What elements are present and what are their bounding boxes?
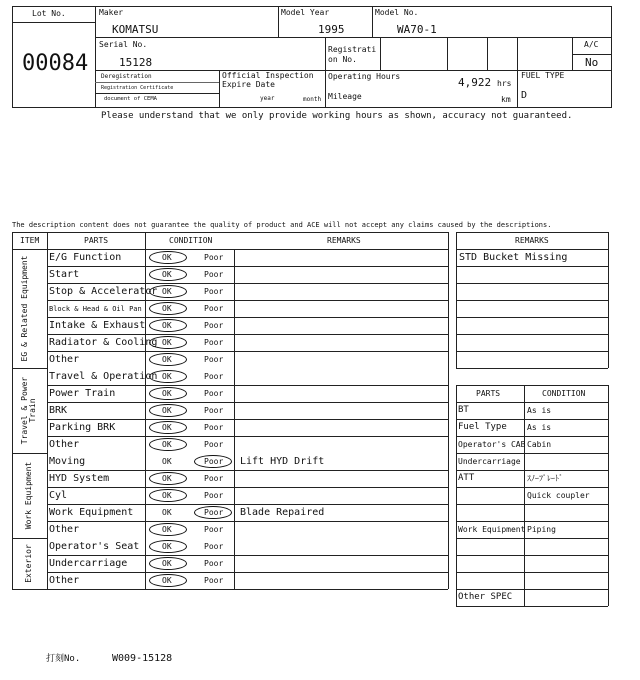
table-rule (47, 521, 448, 522)
poor-option: Poor (204, 491, 224, 500)
table-rule (456, 470, 608, 471)
ok-option: OK (162, 253, 172, 262)
group-label: Work Equipment (24, 461, 33, 530)
serial-value: 15128 (119, 56, 153, 69)
poor-option: Poor (204, 287, 224, 296)
condition-cell: As is (527, 423, 552, 432)
ok-option: OK (162, 389, 172, 398)
poor-circle-mark (194, 455, 232, 468)
remark-row: STD Bucket Missing (459, 252, 568, 263)
table-rule (47, 300, 448, 301)
table-rule (608, 232, 609, 368)
parts-header: PARTS (476, 389, 501, 398)
ok-circle-mark (149, 489, 187, 502)
ok-option: OK (162, 542, 172, 551)
ok-circle-mark (149, 557, 187, 570)
table-rule (456, 351, 608, 352)
part-name: Other (49, 575, 80, 586)
stamp-value: W009-15128 (112, 653, 173, 664)
remark-text: Lift HYD Drift (240, 456, 325, 467)
table-rule (456, 249, 608, 250)
ac-value: No (585, 56, 599, 69)
table-rule (456, 266, 608, 267)
ac-label: A/C (584, 40, 599, 49)
stamp-label: 打刻No. (46, 654, 81, 664)
poor-option: Poor (204, 270, 224, 279)
poor-option: Poor (204, 389, 224, 398)
op-hours-label: Operating Hours (328, 72, 401, 81)
table-rule (456, 487, 608, 488)
poor-option: Poor (204, 253, 224, 262)
op-hours-value: 4,922 (458, 76, 492, 89)
ok-circle-mark (149, 404, 187, 417)
table-rule (47, 283, 448, 284)
part-name: HYD System (49, 473, 110, 484)
hours-notice: Please understand that we only provide working hours as shown, accuracy not guaranteed. (101, 111, 573, 121)
table-rule (456, 317, 608, 318)
model-year-label: Model Year (281, 8, 330, 17)
ok-circle-mark (149, 523, 187, 536)
dereg-doc: document of CEMA (104, 96, 157, 102)
table-rule (456, 232, 608, 233)
table-rule (608, 385, 609, 606)
serial-label: Serial No. (99, 40, 148, 49)
table-rule (47, 351, 448, 352)
table-rule (456, 538, 608, 539)
hrs-unit: hrs (497, 79, 512, 88)
group-label: EG & Related Equipment (20, 255, 29, 362)
poor-option: Poor (204, 457, 224, 466)
fuel-type-value: D (521, 90, 528, 101)
ok-option: OK (162, 474, 172, 483)
table-rule (12, 232, 13, 589)
col-remarks-header: REMARKS (327, 236, 361, 245)
fuel-type-label: FUEL TYPE (521, 71, 565, 80)
part-name: Undercarriage (49, 558, 128, 569)
ok-option: OK (162, 508, 172, 517)
table-rule (456, 402, 608, 403)
ok-circle-mark (149, 387, 187, 400)
parts-cell: Fuel Type (458, 422, 507, 432)
table-rule (47, 317, 448, 318)
inspection-label: Official Inspection Expire Date (222, 71, 314, 89)
part-name: Stop & Accelerator (49, 286, 158, 297)
ok-circle-mark (149, 302, 187, 315)
table-rule (456, 419, 608, 420)
part-name: Other (49, 524, 80, 535)
table-rule (456, 572, 608, 573)
parts-cell: Operator's CAB (458, 440, 526, 449)
table-rule (47, 436, 448, 437)
poor-option: Poor (204, 576, 224, 585)
ok-option: OK (162, 287, 172, 296)
condition-cell: As is (527, 406, 552, 415)
table-rule (456, 589, 608, 590)
parts-cell: Undercarriage (458, 457, 521, 466)
ok-option: OK (162, 372, 172, 381)
table-rule (456, 555, 608, 556)
part-name: Start (49, 269, 80, 280)
table-rule (47, 504, 448, 505)
poor-option: Poor (204, 440, 224, 449)
table-rule (12, 232, 448, 233)
part-name: Intake & Exhaust (49, 320, 146, 331)
part-name: E/G Function (49, 252, 122, 263)
table-rule (456, 300, 608, 301)
ok-option: OK (162, 457, 172, 466)
part-name: Cyl (49, 490, 68, 501)
col-item-header: ITEM (20, 236, 40, 245)
ok-circle-mark (149, 472, 187, 485)
ok-option: OK (162, 576, 172, 585)
model-no-value: WA70-1 (397, 23, 437, 36)
year-label: year (260, 95, 275, 102)
model-no-label: Model No. (375, 8, 419, 17)
dereg-label: Deregistration (101, 73, 152, 80)
table-rule (12, 249, 448, 250)
part-name: Work Equipment (49, 507, 134, 518)
table-rule (47, 487, 448, 488)
disclaimer: The description content does not guarantee the quality of product and ACE will not accept any claims caused by the descriptions. (12, 221, 552, 229)
poor-option: Poor (204, 338, 224, 347)
part-name: Travel & Operation (49, 371, 158, 382)
part-name: BRK (49, 405, 68, 416)
ok-option: OK (162, 559, 172, 568)
lot-label: Lot No. (32, 9, 66, 18)
table-rule (456, 606, 608, 607)
ok-option: OK (162, 406, 172, 415)
poor-option: Poor (204, 474, 224, 483)
group-label: Exterior (24, 544, 33, 583)
part-name: Moving (49, 456, 86, 467)
col-parts-header: PARTS (84, 236, 109, 245)
table-rule (47, 402, 448, 403)
ok-option: OK (162, 304, 172, 313)
table-rule (47, 232, 48, 589)
registration-label: Registrati on No. (328, 45, 377, 64)
poor-option: Poor (204, 321, 224, 330)
table-rule (456, 385, 608, 386)
table-rule (456, 453, 608, 454)
parts-cell: Other SPEC (458, 592, 513, 602)
condition-cell: ｽﾉｰﾌﾟﾚｰﾄﾞ (527, 474, 563, 483)
poor-option: Poor (204, 525, 224, 534)
table-rule (456, 334, 608, 335)
ok-option: OK (162, 525, 172, 534)
dereg-cert: Registration Certificate (101, 85, 174, 91)
table-rule (47, 266, 448, 267)
ok-circle-mark (149, 319, 187, 332)
ok-option: OK (162, 321, 172, 330)
part-name: Other (49, 439, 80, 450)
month-label: month (303, 96, 322, 103)
condition-cell: Piping (527, 525, 556, 534)
parts-cell: Work Equipment (458, 525, 526, 534)
poor-option: Poor (204, 304, 224, 313)
condition-cell: Quick coupler (527, 491, 590, 500)
table-rule (456, 283, 608, 284)
table-rule (456, 436, 608, 437)
lot-number: 00084 (22, 51, 89, 76)
poor-circle-mark (194, 506, 232, 519)
table-rule (47, 419, 448, 420)
ok-circle-mark (149, 251, 187, 264)
condition-header: CONDITION (542, 389, 586, 398)
group-label: Travel & Power Train (20, 376, 38, 445)
ok-circle-mark (149, 421, 187, 434)
part-name: Operator's Seat (49, 541, 140, 552)
ok-option: OK (162, 355, 172, 364)
poor-option: Poor (204, 542, 224, 551)
km-unit: km (501, 95, 511, 104)
ok-circle-mark (149, 438, 187, 451)
poor-option: Poor (204, 372, 224, 381)
table-rule (47, 385, 448, 386)
parts-cell: BT (458, 405, 469, 415)
ok-option: OK (162, 338, 172, 347)
ok-circle-mark (149, 540, 187, 553)
part-name: Radiator & Cooling (49, 337, 158, 348)
table-rule (47, 572, 448, 573)
ok-option: OK (162, 423, 172, 432)
part-name: Other (49, 354, 80, 365)
ok-circle-mark (149, 370, 187, 383)
table-rule (456, 368, 608, 369)
table-rule (448, 232, 449, 589)
table-rule (12, 589, 448, 590)
ok-circle-mark (149, 574, 187, 587)
ok-circle-mark (149, 285, 187, 298)
parts-cell: ATT (458, 473, 475, 483)
condition-cell: Cabin (527, 440, 552, 449)
maker-label: Maker (99, 8, 124, 17)
part-name: Power Train (49, 388, 116, 399)
maker-value: KOMATSU (112, 23, 159, 36)
table-rule (47, 555, 448, 556)
table-rule (47, 334, 448, 335)
poor-option: Poor (204, 423, 224, 432)
ok-circle-mark (149, 353, 187, 366)
poor-option: Poor (204, 355, 224, 364)
mileage-label: Mileage (328, 92, 362, 101)
col-condition-header: CONDITION (169, 236, 213, 245)
ok-option: OK (162, 270, 172, 279)
table-rule (456, 521, 608, 522)
poor-option: Poor (204, 508, 224, 517)
remarks-header: REMARKS (515, 236, 549, 245)
table-rule (47, 470, 448, 471)
ok-circle-mark (149, 268, 187, 281)
remark-text: Blade Repaired (240, 507, 325, 518)
part-name: Parking BRK (49, 422, 116, 433)
model-year-value: 1995 (318, 23, 345, 36)
part-name: Block & Head & Oil Pan (49, 305, 142, 313)
ok-option: OK (162, 440, 172, 449)
table-rule (456, 504, 608, 505)
poor-option: Poor (204, 406, 224, 415)
ok-circle-mark (149, 336, 187, 349)
ok-option: OK (162, 491, 172, 500)
poor-option: Poor (204, 559, 224, 568)
